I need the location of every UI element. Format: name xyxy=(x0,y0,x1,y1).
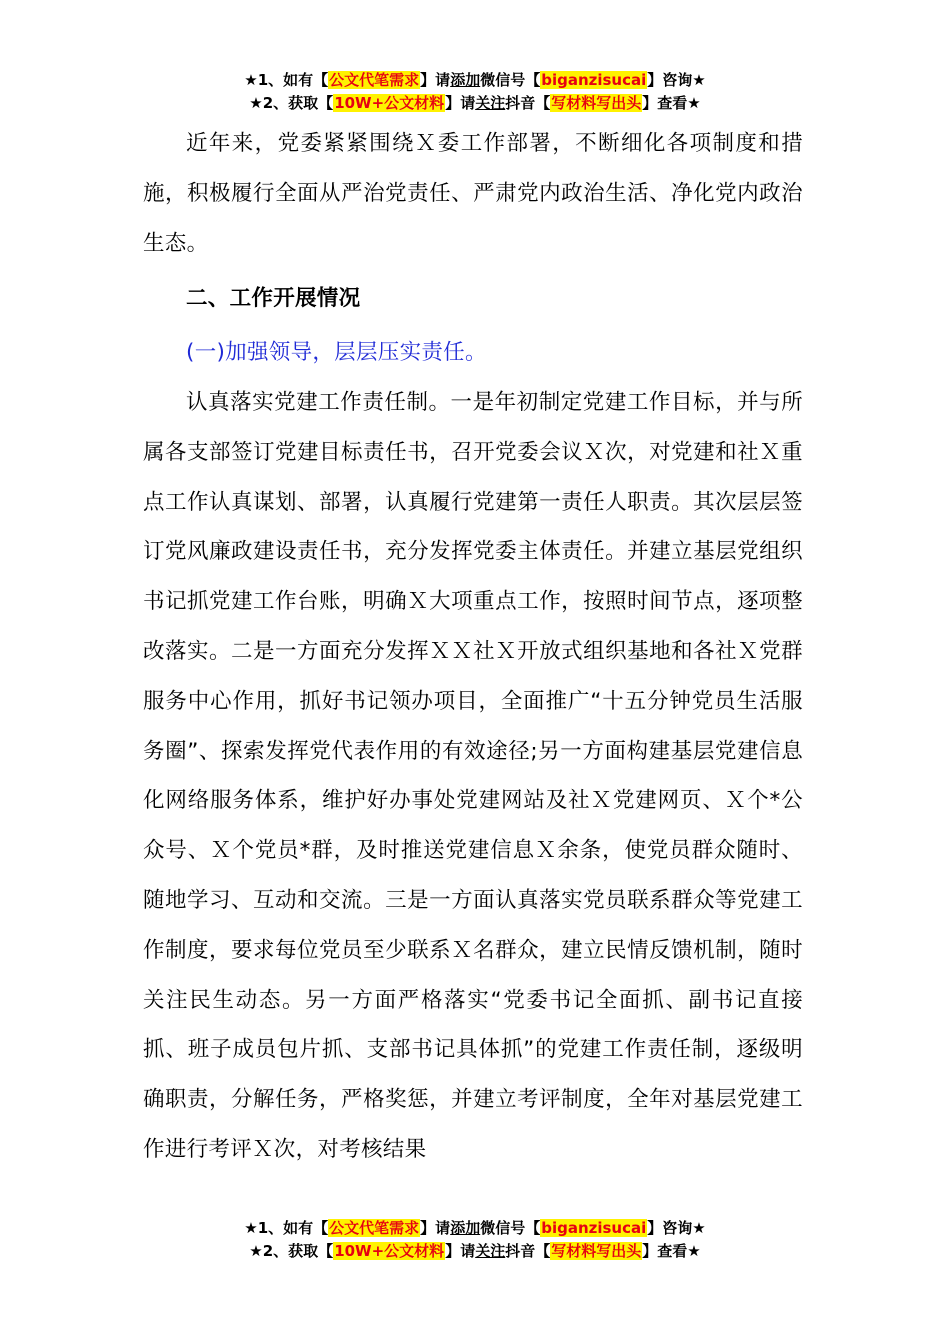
header-banner xyxy=(0,69,950,115)
banner-highlight: biganzisucai xyxy=(541,1219,647,1237)
banner-underline: 添加 xyxy=(450,1219,481,1237)
banner-text: 微信号【 xyxy=(480,71,541,89)
banner-text: 抖音【 xyxy=(505,94,551,112)
banner-highlight: 10W+公文材料 xyxy=(334,1242,445,1260)
section-heading: 二、工作开展情况 xyxy=(186,286,361,312)
banner-highlight: 公文代笔需求 xyxy=(329,71,420,89)
banner-highlight: 写材料写出头 xyxy=(551,1242,642,1260)
banner-text: 】查看★ xyxy=(642,94,701,112)
banner-underline: 关注 xyxy=(475,1242,506,1260)
document-body xyxy=(143,119,803,1175)
banner-text: 】咨询★ xyxy=(647,71,706,89)
subsection-heading: (一)加强领导，层层压实责任。 xyxy=(186,340,487,366)
banner-line-2 xyxy=(0,92,950,115)
banner-text: ★2、获取【 xyxy=(249,1242,334,1260)
banner-text: 微信号【 xyxy=(480,1219,541,1237)
banner-text: ★2、获取【 xyxy=(249,94,334,112)
banner-text: 抖音【 xyxy=(505,1242,551,1260)
banner-text: 】请 xyxy=(420,1219,451,1237)
banner-highlight: 公文代笔需求 xyxy=(329,1219,420,1237)
banner-highlight: biganzisucai xyxy=(541,71,647,89)
banner-text: ★1、如有【 xyxy=(244,1219,329,1237)
banner-underline: 关注 xyxy=(475,94,506,112)
banner-text: 】请 xyxy=(420,71,451,89)
banner-text: 】请 xyxy=(445,1242,476,1260)
banner-highlight: 写材料写出头 xyxy=(551,94,642,112)
banner-highlight: 10W+公文材料 xyxy=(334,94,445,112)
banner-underline: 添加 xyxy=(450,71,481,89)
intro-paragraph: 近年来，党委紧紧围绕Ｘ委工作部署，不断细化各项制度和措施，积极履行全面从严治党责任、严肃党内政治生活、净化党内政治生态。 xyxy=(143,131,803,256)
banner-text: ★1、如有【 xyxy=(244,71,329,89)
footer-banner xyxy=(0,1217,950,1263)
banner-text: 】查看★ xyxy=(642,1242,701,1260)
banner-text: 】咨询★ xyxy=(647,1219,706,1237)
banner-line-1 xyxy=(0,1217,950,1240)
banner-line-1 xyxy=(0,69,950,92)
body-paragraph: 认真落实党建工作责任制。一是年初制定党建工作目标，并与所属各支部签订党建目标责任书，召开党委会议Ｘ次，对党建和社Ｘ重点工作认真谋划、部署，认真履行党建第一责任人职责。其次层层签订党风廉政建设责任书，充分发挥党委主体责任。并建立基层党组织书记抓党建工作台账，明确Ｘ大项重点工作，按照时间节点，逐项整改落实。二是一方面充分发挥ＸＸ社Ｘ开放式组织基地和各社Ｘ党群服务中心作用，抓好书记领办项目，全面推广“十五分钟党员生活服务圈”、探索发挥党代表作用的有效途径;另一方面构建基层党建信息化网络服务体系，维护好办事处党建网站及社Ｘ党建网页、Ｘ个*公众号、Ｘ个党员*群，及时推送党建信息Ｘ余条，使党员群众随时、随地学习、互动和交流。三是一方面认真落实党员联系群众等党建工作制度，要求每位党员至少联系Ｘ名群众，建立民情反馈机制，随时关注民生动态。另一方面严格落实“党委书记全面抓、副书记直接抓、班子成员包片抓、支部书记具体抓”的党建工作责任制，逐级明确职责，分解任务，严格奖惩，并建立考评制度，全年对基层党建工作进行考评Ｘ次，对考核结果 xyxy=(143,389,803,1162)
banner-line-2 xyxy=(0,1240,950,1263)
banner-text: 】请 xyxy=(445,94,476,112)
